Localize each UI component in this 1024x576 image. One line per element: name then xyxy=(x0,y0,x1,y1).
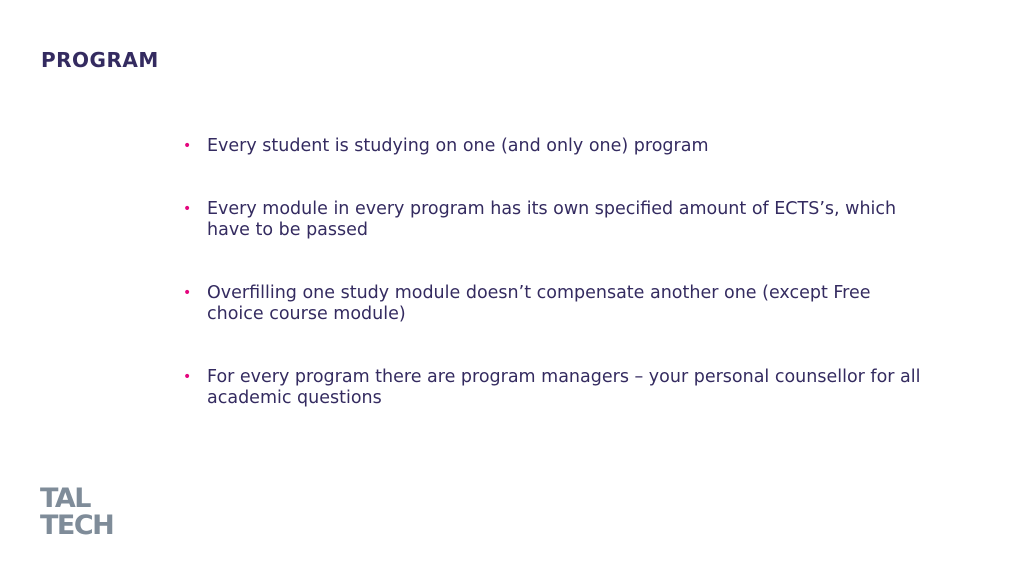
bullet-text: Every student is studying on one (and only one) program xyxy=(207,136,709,156)
bullet-text: Overfilling one study module doesn’t compensate another one (except Free choice course module) xyxy=(207,283,871,324)
logo-line1: TAL xyxy=(40,484,90,514)
slide-title: PROGRAM xyxy=(41,48,159,72)
logo-line2: TECH xyxy=(40,510,114,536)
bullet-list xyxy=(183,136,923,451)
bullet-text: For every program there are program managers – your personal counsellor for all academic questions xyxy=(207,367,921,408)
list-item xyxy=(183,283,923,325)
bullet-text: Every module in every program has its own specified amount of ECTS’s, which have to be passed xyxy=(207,199,897,240)
bullet-icon: • xyxy=(183,369,192,385)
list-item xyxy=(183,367,923,409)
taltech-logo-icon xyxy=(40,484,132,536)
list-item xyxy=(183,199,923,241)
bullet-icon: • xyxy=(183,201,192,217)
list-item xyxy=(183,136,923,157)
bullet-icon: • xyxy=(183,285,192,301)
bullet-icon: • xyxy=(183,138,192,154)
